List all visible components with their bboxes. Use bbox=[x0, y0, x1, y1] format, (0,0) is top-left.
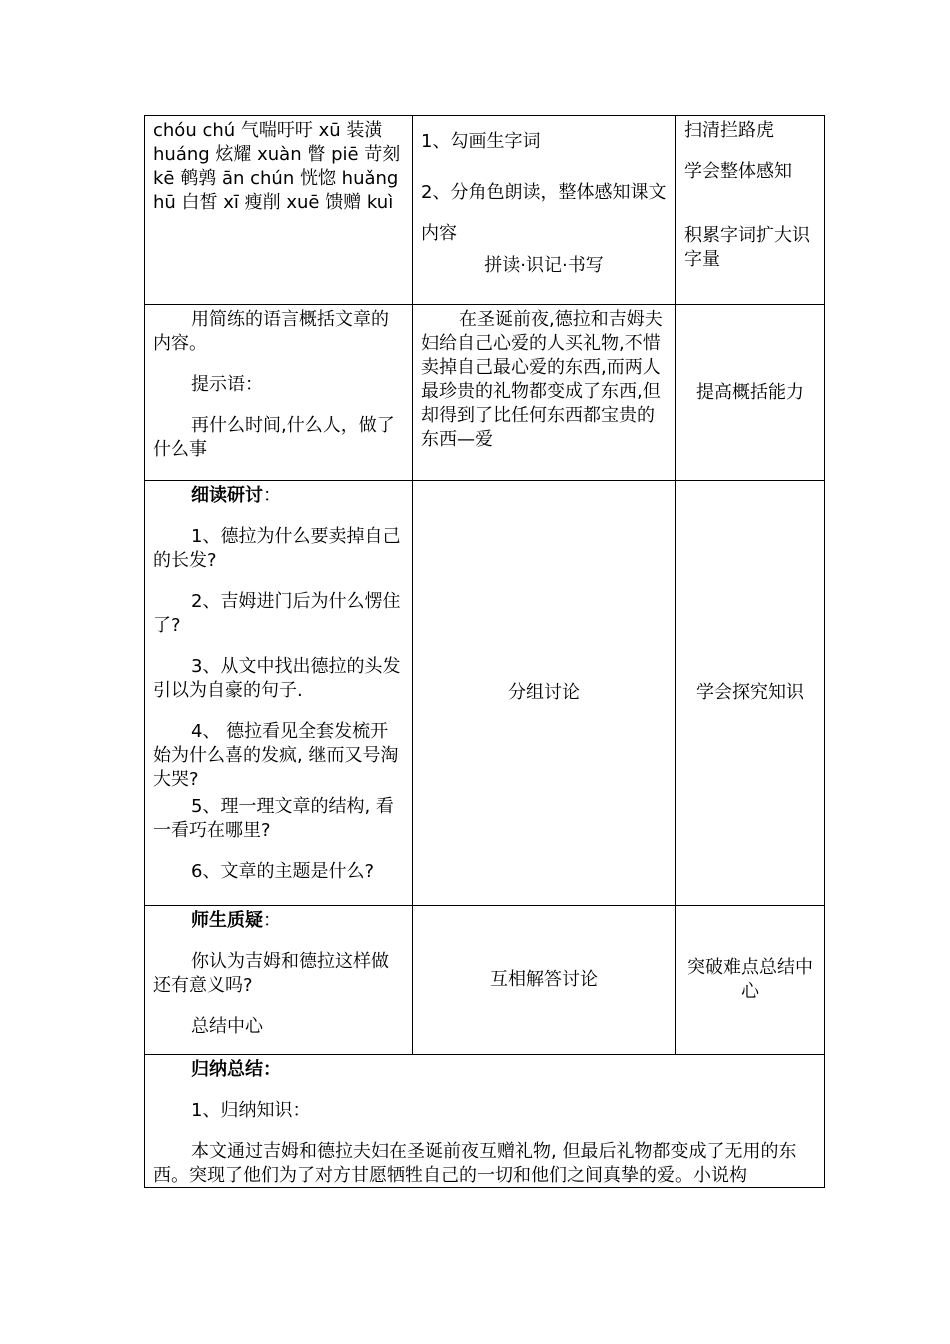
summary-subheading: 1、归纳知识： bbox=[191, 1100, 311, 1121]
question-item: 2、吉姆进门后为什么愣住了? bbox=[153, 591, 401, 636]
question-item: 6、文章的主题是什么? bbox=[191, 861, 375, 882]
summary-answer-text: 在圣诞前夜,德拉和吉姆夫妇给自己心爱的人买礼物,不惜卖掉自己最心爱的东西,而两人最珍贵的礼物都变成了东西,但却得到了比任何东西都宝贵的东西—爱 bbox=[421, 309, 663, 450]
section-heading: 归纳总结： bbox=[191, 1059, 281, 1080]
table-cell bbox=[676, 116, 824, 304]
table-cell bbox=[413, 116, 676, 304]
question-item: 总结中心 bbox=[191, 1016, 263, 1037]
question-item: 3、从文中找出德拉的头发引以为自豪的句子. bbox=[153, 656, 401, 701]
activity-text: 2、分角色朗读，整体感知课文内容 bbox=[421, 182, 667, 244]
section-heading: 师生质疑： bbox=[191, 910, 281, 931]
goal-text: 提高概括能力 bbox=[696, 381, 804, 403]
table-cell bbox=[145, 305, 413, 480]
hint-text: 再什么时间,什么人，做了什么事 bbox=[153, 415, 395, 460]
activity-text: 拼读·识记·书写 bbox=[484, 255, 604, 276]
table-cell bbox=[676, 481, 824, 905]
question-item: 你认为吉姆和德拉这样做还有意义吗? bbox=[153, 951, 389, 996]
question-item: 1、德拉为什么要卖掉自己的长发? bbox=[153, 526, 401, 571]
question-item: 4、 德拉看见全套发梳开始为什么喜的发疯, 继而又号淘大哭? bbox=[153, 721, 399, 790]
table-row bbox=[145, 481, 824, 906]
table-cell bbox=[413, 305, 676, 480]
hint-label: 提示语： bbox=[191, 374, 263, 395]
table-cell bbox=[413, 906, 676, 1054]
goal-text: 学会探究知识 bbox=[696, 682, 804, 703]
summary-paragraph: 本文通过吉姆和德拉夫妇在圣诞前夜互赠礼物, 但最后礼物都变成了无用的东西。突现了他们为了对方甘愿牺牲自己的一切和他们之间真挚的爱。小说构 bbox=[153, 1141, 797, 1186]
vocab-pinyin-text: chóu chú 气喘吁吁 xū 装潢 huáng 炫耀 xuàn 瞥 piē 苛刻 kē 鹌鹑 ān chún 恍惚 huǎng hū 白皙 xī 瘦削 xuē 馈赠 kuì bbox=[153, 120, 401, 213]
goal-text: 学会整体感知 bbox=[684, 161, 792, 182]
activity-text: 1、勾画生字词 bbox=[421, 131, 541, 152]
table-cell bbox=[145, 116, 413, 304]
table-cell bbox=[676, 906, 824, 1054]
table-row bbox=[145, 116, 824, 305]
section-heading: 细读研讨： bbox=[191, 485, 281, 506]
question-item: 5、理一理文章的结构, 看一看巧在哪里? bbox=[153, 796, 394, 841]
table-row bbox=[145, 1055, 824, 1187]
table-cell bbox=[413, 481, 676, 905]
activity-text: 分组讨论 bbox=[508, 682, 580, 703]
lesson-plan-table bbox=[144, 115, 825, 1188]
activity-text: 互相解答讨论 bbox=[490, 969, 598, 990]
table-cell bbox=[145, 906, 413, 1054]
table-cell bbox=[676, 305, 824, 480]
table-cell bbox=[145, 1055, 824, 1187]
goal-text: 积累字词扩大识字量 bbox=[684, 225, 810, 270]
table-row bbox=[145, 305, 824, 481]
summary-prompt-text: 用简练的语言概括文章的内容。 bbox=[153, 309, 389, 354]
table-cell bbox=[145, 481, 413, 905]
table-row bbox=[145, 906, 824, 1055]
goal-text: 突破难点总结中心 bbox=[687, 957, 813, 1002]
goal-text: 扫清拦路虎 bbox=[684, 120, 774, 141]
